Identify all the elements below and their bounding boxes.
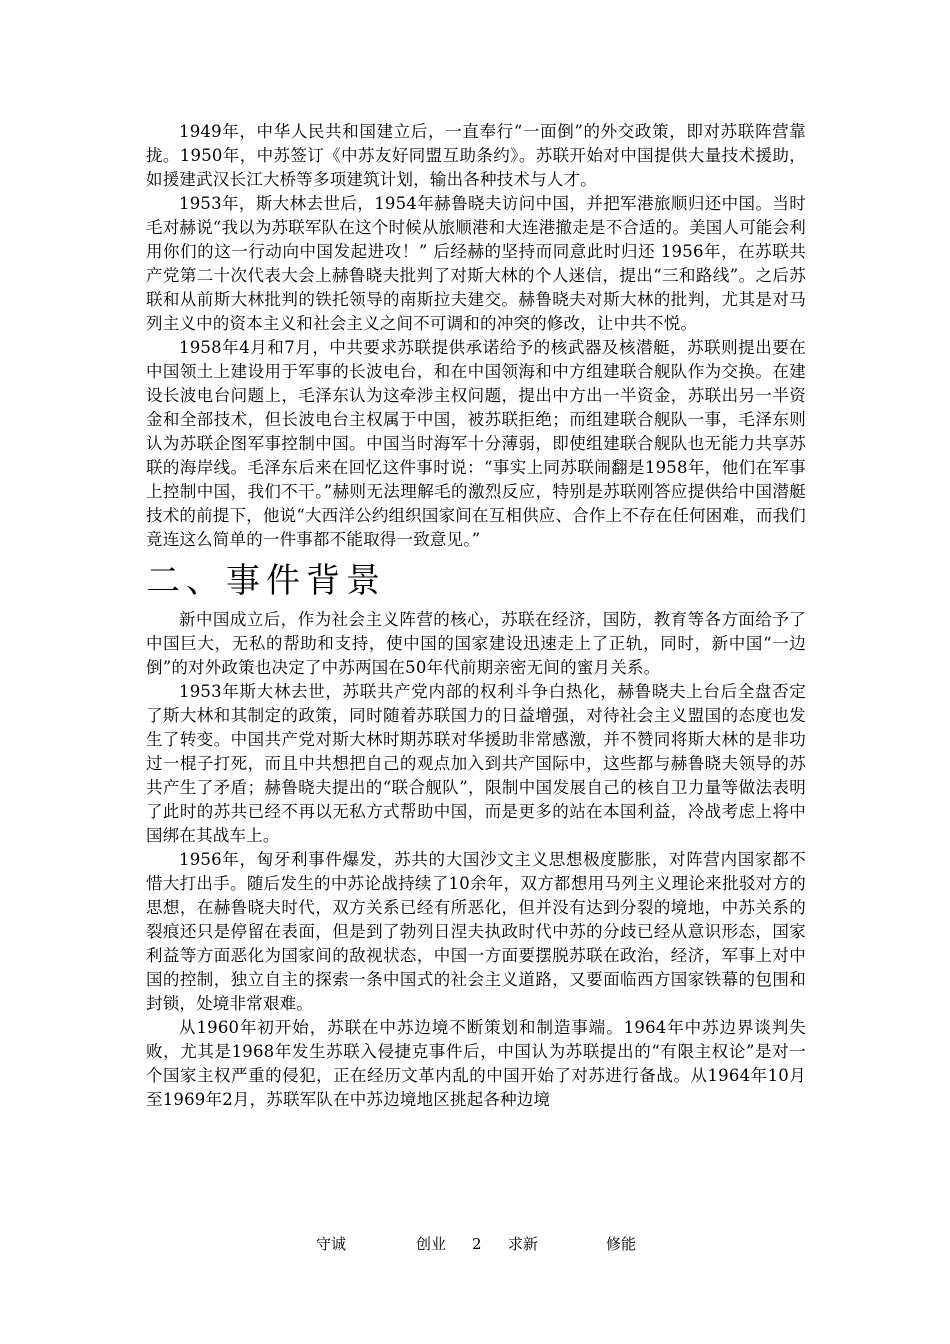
paragraph: 1953年斯大林去世，苏联共产党内部的权利斗争白热化，赫鲁晓夫上台后全盘否定了斯大林和其制定的政策，同时随着苏联国力的日益增强，对待社会主义盟国的态度也发生了转变。中国共产党对斯大林时期苏联对华援助非常感激，并不赞同将斯大林的是非功过一棍子打死，而且中共想把自己的观点加入到共产国际中，这些都与赫鲁晓夫领导的苏共产生了矛盾；赫鲁晓夫提出的“联合舰队”，限制中国发展自己的核自卫力量等做法表明了此时的苏共已经不再以无私方式帮助中国，而是更多的站在本国利益，冷战考虑上将中国绑在其战车上。 <box>146 682 806 845</box>
page-number: 2 <box>472 1235 482 1253</box>
page-footer <box>0 1232 950 1256</box>
paragraph: 1949年，中华人民共和国建立后，一直奉行“一面倒”的外交政策，即对苏联阵营靠拢。1950年，中苏签订《中苏友好同盟互助条约》。苏联开始对中国提供大量技术援助，如援建武汉长江大桥等多项建筑计划，输出各种技术与人才。 <box>146 122 806 189</box>
paragraph: 从1960年初开始，苏联在中苏边境不断策划和制造事端。1964年中苏边界谈判失败，尤其是1968年发生苏联入侵捷克事件后，中国认为苏联提出的“有限主权论”是对一个国家主权严重的侵犯，正在经历文革内乱的中国开始了对苏进行备战。从1964年10月至1969年2月，苏联军队在中苏边境地区挑起各种边境 <box>146 1018 806 1109</box>
footer-motto: 求新 <box>508 1235 539 1253</box>
paragraph: 1956年，匈牙利事件爆发，苏共的大国沙文主义思想极度膨胀，对阵营内国家都不惜大打出手。随后发生的中苏论战持续了10余年，双方都想用马列主义理论来批驳对方的思想，在赫鲁晓夫时代，双方关系已经有所恶化，但并没有达到分裂的境地，中苏关系的裂痕还只是停留在表面，但是到了勃列日涅夫执政时代中苏的分歧已经从意识形态，国家利益等方面恶化为国家间的敌视状态，中国一方面要摆脱苏联在政治，经济，军事上对中国的控制，独立自主的探索一条中国式的社会主义道路，又要面临西方国家铁幕的包围和封锁，处境非常艰难。 <box>146 850 806 1013</box>
footer-motto: 创业 <box>416 1235 447 1253</box>
document-body <box>146 120 806 1112</box>
paragraph: 1958年4月和7月，中共要求苏联提供承诺给予的核武器及核潜艇，苏联则提出要在中国领土上建设用于军事的长波电台，和在中国领海和中方组建联合舰队作为交换。在建设长波电台问题上，毛泽东认为这牵涉主权问题，提出中方出一半资金，苏联出另一半资金和全部技术，但长波电台主权属于中国，被苏联拒绝；而组建联合舰队一事，毛泽东则认为苏联企图军事控制中国。中国当时海军十分薄弱，即使组建联合舰队也无能力共享苏联的海岸线。毛泽东后来在回忆这件事时说：“事实上同苏联闹翻是1958年，他们在军事上控制中国，我们不干。”赫则无法理解毛的激烈反应，特别是苏联刚答应提供给中国潜艇技术的前提下，他说“大西洋公约组织国家间在互相供应、合作上不存在任何困难，而我们竟连这么简单的一件事都不能取得一致意见。” <box>146 338 806 549</box>
footer-motto: 守诚 <box>316 1235 347 1253</box>
paragraph: 新中国成立后，作为社会主义阵营的核心，苏联在经济，国防，教育等各方面给予了中国巨大，无私的帮助和支持，使中国的国家建设迅速走上了正轨，同时，新中国“一边倒”的对外政策也决定了中苏两国在50年代前期亲密无间的蜜月关系。 <box>146 610 806 677</box>
paragraph: 1953年，斯大林去世后，1954年赫鲁晓夫访问中国，并把军港旅顺归还中国。当时毛对赫说“我以为苏联军队在这个时候从旅顺港和大连港撤走是不合适的。美国人可能会利用你们的这一行动向中国发起进攻！” 后经赫的坚持而同意此时归还 1956年，在苏联共产党第二十次代表大会上赫鲁晓夫批判了对斯大林的个人迷信，提出“三和路线”。之后苏联和从前斯大林批判的铁托领导的南斯拉夫建交。赫鲁晓夫对斯大林的批判，尤其是对马列主义中的资本主义和社会主义之间不可调和的冲突的修改，让中共不悦。 <box>146 194 806 333</box>
footer-motto: 修能 <box>606 1235 637 1253</box>
section-heading: 二、事件背景 <box>146 561 386 601</box>
